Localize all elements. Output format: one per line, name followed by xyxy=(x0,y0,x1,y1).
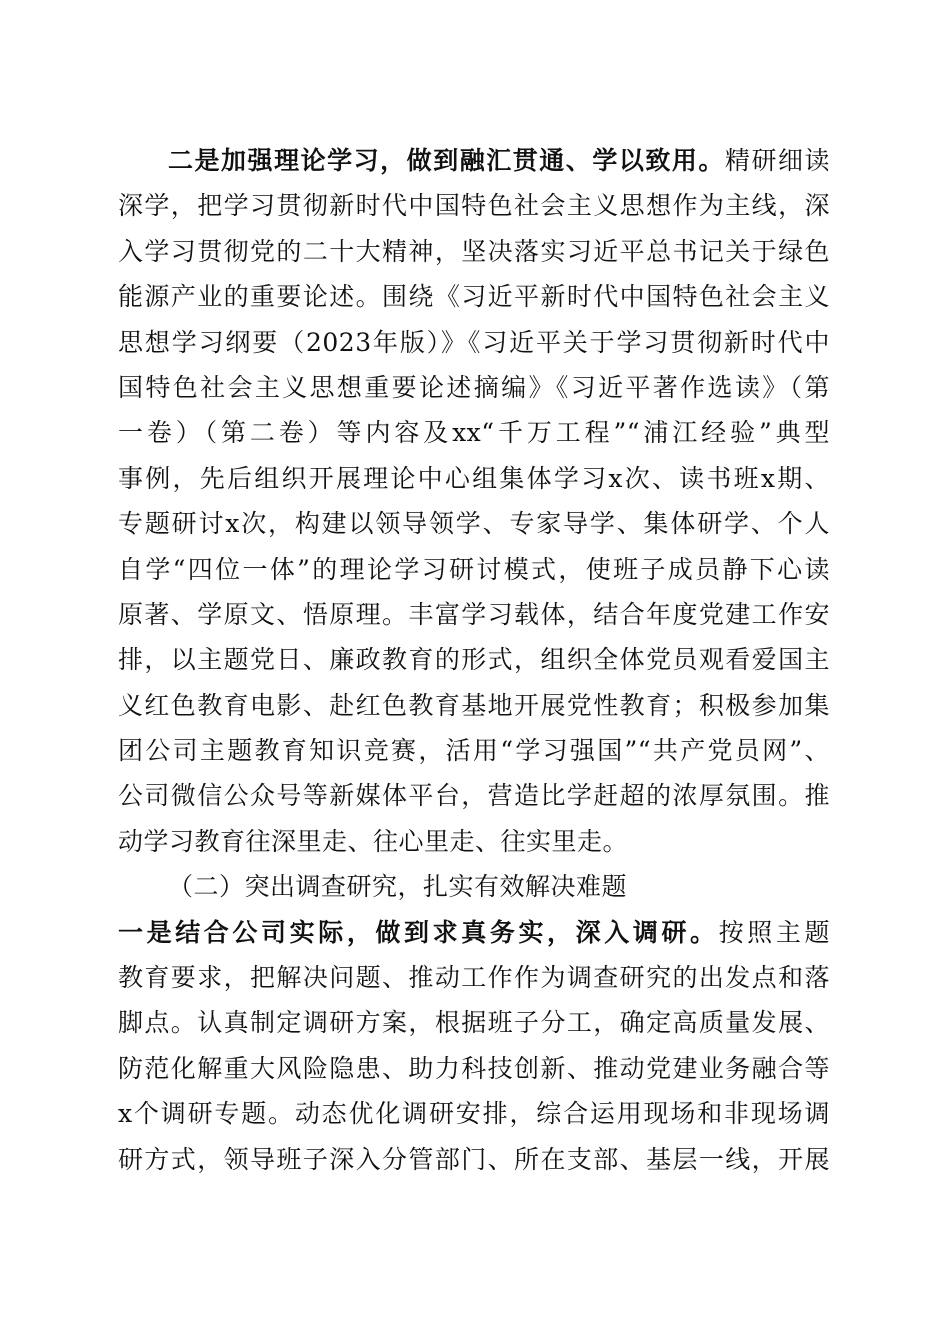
paragraph-line: 原著、学原文、悟原理。丰富学习载体，结合年度党建工作安 xyxy=(118,599,830,629)
paragraph-lead: 一是结合公司实际，做到求真务实，深入调研。 xyxy=(118,917,719,947)
paragraph-line: x个调研专题。动态优化调研安排，综合运用现场和非现场调 xyxy=(118,1099,830,1129)
paragraph-line: 防范化解重大风险隐患、助力科技创新、推动党建业务融合等 xyxy=(118,1053,830,1083)
document-body xyxy=(118,138,830,1182)
paragraph-line: 一卷）（第二卷）等内容及xx“千万工程”“浦江经验”典型 xyxy=(118,418,830,448)
paragraph-line: 义红色教育电影、赴红色教育基地开展党性教育；积极参加集 xyxy=(118,690,830,720)
paragraph-line: 脚点。认真制定调研方案，根据班子分工，确定高质量发展、 xyxy=(118,1008,830,1038)
paragraph-line: 深学，把学习贯彻新时代中国特色社会主义思想作为主线，深 xyxy=(118,191,830,221)
paragraph-line: 自学“四位一体”的理论学习研讨模式，使班子成员静下心读 xyxy=(118,554,830,584)
section-heading: （二）突出调查研究，扎实有效解决难题 xyxy=(168,872,628,902)
paragraph-line: 教育要求，把解决问题、推动工作作为调查研究的出发点和落 xyxy=(118,963,830,993)
paragraph-line: 研方式，领导班子深入分管部门、所在支部、基层一线，开展 xyxy=(118,1144,830,1174)
paragraph-line: 排，以主题党日、廉政教育的形式，组织全体党员观看爱国主 xyxy=(118,645,830,675)
paragraph-line: 公司微信公众号等新媒体平台，营造比学赶超的浓厚氛围。推 xyxy=(118,781,830,811)
paragraph-line: 专题研讨x次，构建以领导领学、专家导学、集体研学、个人 xyxy=(118,509,830,539)
paragraph-text: 精研细读 xyxy=(724,146,830,175)
paragraph-text: 按照主题 xyxy=(718,917,830,947)
paragraph-lead: 二是加强理论学习，做到融汇贯通、学以致用。 xyxy=(168,146,725,175)
paragraph-line: 入学习贯彻党的二十大精神，坚决落实习近平总书记关于绿色 xyxy=(118,236,830,266)
paragraph-line: 动学习教育往深里走、往心里走、往实里走。 xyxy=(118,826,629,856)
paragraph-line xyxy=(118,910,830,955)
paragraph-line xyxy=(118,138,830,183)
paragraph-line: 思想学习纲要（2023年版）》《习近平关于学习贯彻新时代中 xyxy=(118,327,830,357)
paragraph-line: 能源产业的重要论述。围绕《习近平新时代中国特色社会主义 xyxy=(118,282,830,312)
paragraph-line: 事例，先后组织开展理论中心组集体学习x次、读书班x期、 xyxy=(118,463,830,493)
paragraph-line: 国特色社会主义思想重要论述摘编》《习近平著作选读》（第 xyxy=(118,372,830,402)
paragraph-line: 团公司主题教育知识竞赛，活用“学习强国”“共产党员网”、 xyxy=(118,736,830,766)
